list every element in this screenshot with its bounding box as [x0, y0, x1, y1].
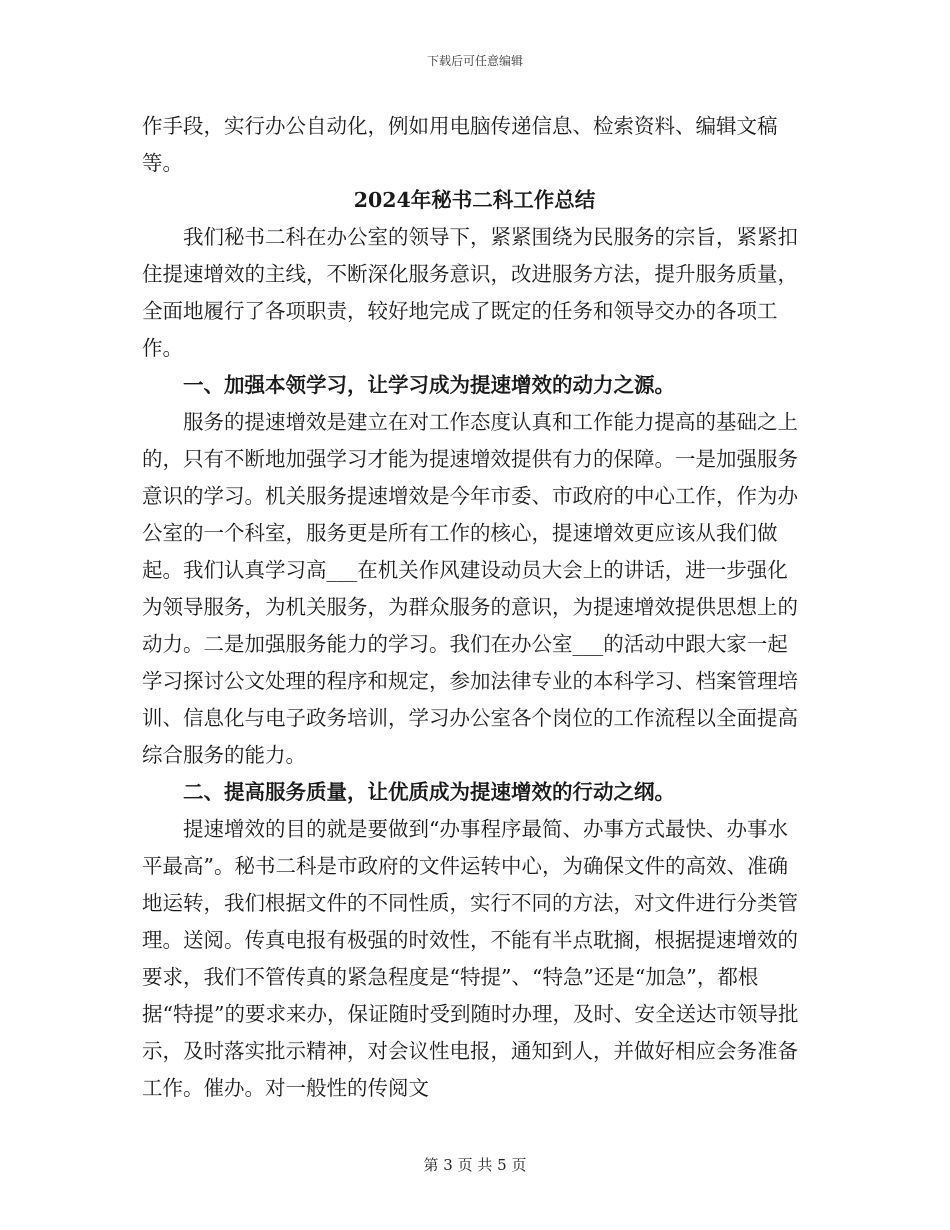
- intro-paragraph: 我们秘书二科在办公室的领导下，紧紧围绕为民服务的宗旨，紧紧扣住提速增效的主线，不断深化服务意识，改进服务方法，提升服务质量，全面地履行了各项职责，较好地完成了既定的任务和领导交办的各项工作。: [142, 225, 798, 360]
- section-1-paragraph: 服务的提速增效是建立在对工作态度认真和工作能力提高的基础之上的，只有不断地加强学习才能为提速增效提供有力的保障。一是加强服务意识的学习。机关服务提速增效是今年市委、市政府的中心工作，作为办公室的一个科室，服务更是所有工作的核心，提速增效更应该从我们做起。我们认真学习高___在机关作风建设动员大会上的讲话，进一步强化为领导服务，为机关服务，为群众服务的意识，为提速增效提供思想上的动力。二是加强服务能力的学习。我们在办公室___的活动中跟大家一起学习探讨公文处理的程序和规定，参加法律专业的本科学习、档案管理培训、信息化与电子政务培训，学习办公室各个岗位的工作流程以全面提高综合服务的能力。: [142, 410, 798, 767]
- page-header: 下载后可任意编辑: [426, 54, 523, 68]
- section-1-heading: 一、加强本领学习，让学习成为提速增效的动力之源。: [183, 373, 675, 397]
- document-title: 2024年秘书二科工作总结: [353, 188, 596, 212]
- section-2-heading: 二、提高服务质量，让优质成为提速增效的行动之纲。: [183, 780, 675, 804]
- page-number: 第 3 页 共 5 页: [423, 1156, 527, 1174]
- document-body: [142, 108, 807, 1107]
- continuation-paragraph: 作手段，实行办公自动化，例如用电脑传递信息、检索资料、编辑文稿等。: [142, 114, 778, 175]
- section-2-paragraph: 提速增效的目的就是要做到“办事程序最简、办事方式最快、办事水平最高”。秘书二科是市政府的文件运转中心，为确保文件的高效、准确地运转，我们根据文件的不同性质，实行不同的方法，对文件进行分类管理。送阅。传真电报有极强的时效性，不能有半点耽搁，根据提速增效的要求，我们不管传真的紧急程度是“特提”、“特急”还是“加急”，都根据“特提”的要求来办，保证随时受到随时办理，及时、安全送达市领导批示，及时落实批示精神，对会议性电报，通知到人，并做好相应会务准备工作。催办。对一般性的传阅文: [142, 817, 799, 1100]
